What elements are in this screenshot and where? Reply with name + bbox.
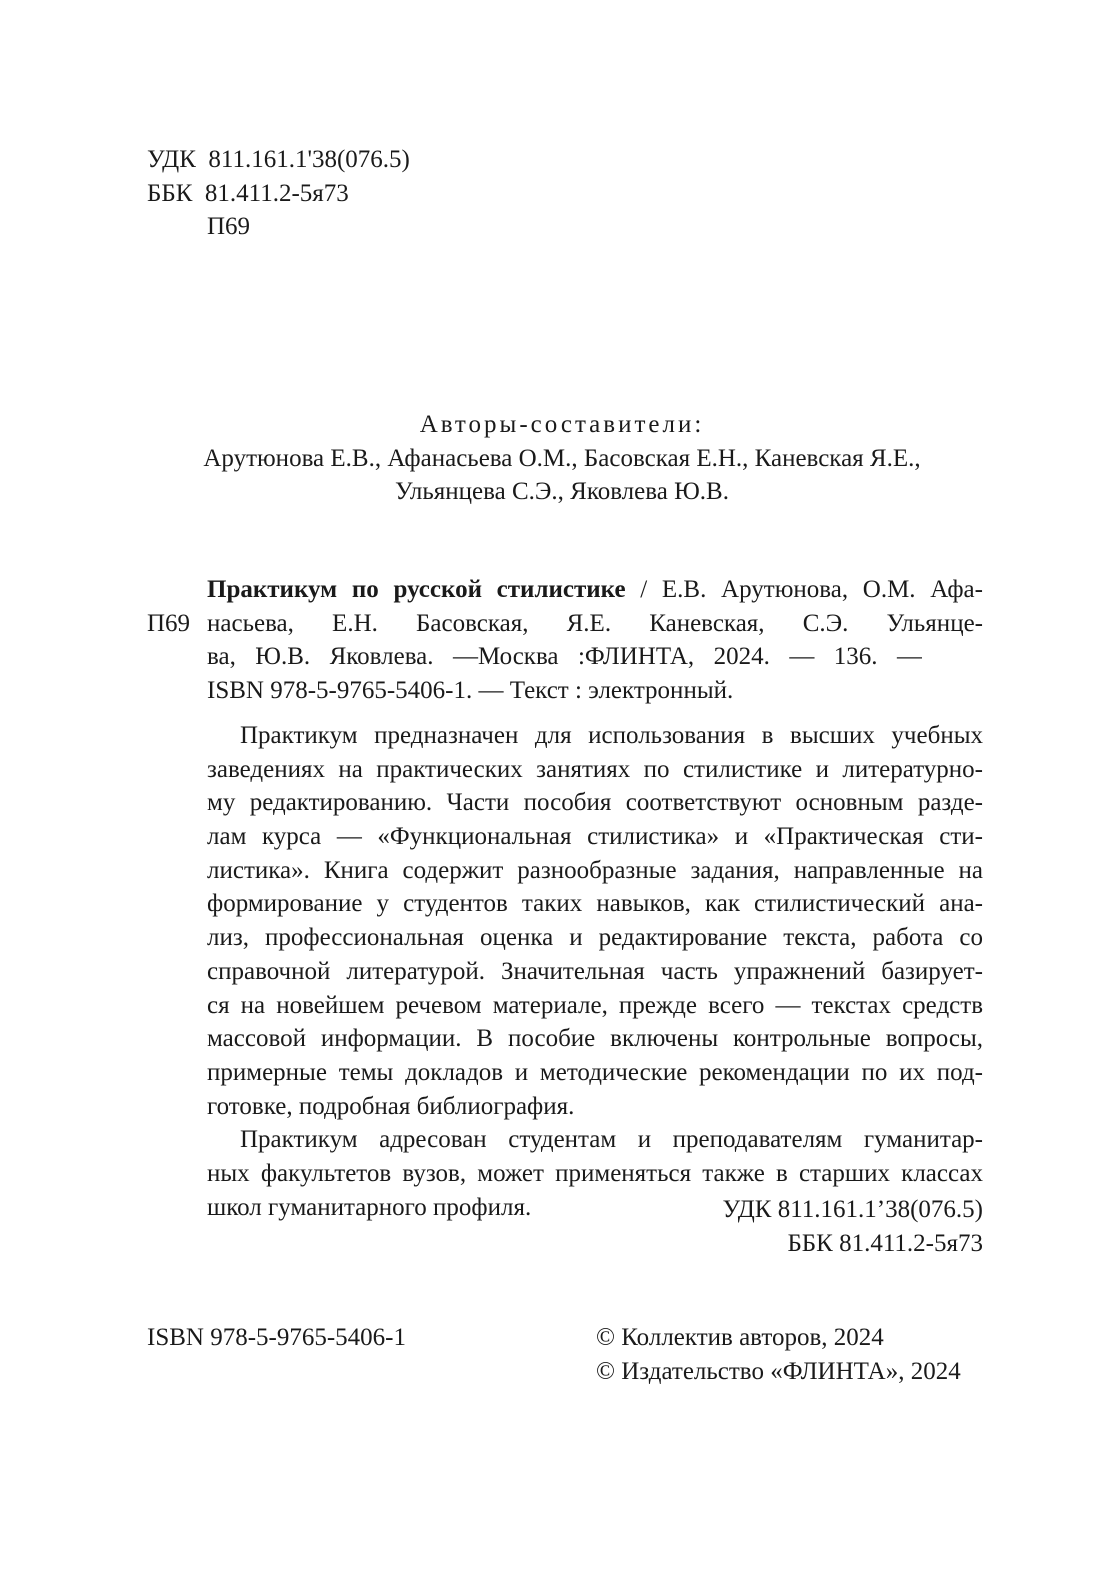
footer-bbk: ББК 81.411.2-5я73: [787, 1229, 983, 1257]
abstract-line: Практикум адресован студентам и преподавателям гуманитар-: [240, 1126, 983, 1154]
book-title: Практикум по русской стилистике: [207, 576, 626, 603]
udk-label: УДК: [147, 146, 196, 173]
bib-line: [207, 573, 983, 607]
isbn-text: ISBN 978-5-9765-5406-1: [147, 1324, 407, 1351]
author-mark: П69: [207, 213, 251, 241]
abstract-line: справочной литературой. Значительная часть упражнений базирует-: [207, 957, 983, 985]
footer-classification: [207, 1193, 983, 1260]
bbk-line: [147, 177, 410, 211]
bib-line: насьева, Е.Н. Басовская, Я.Е. Каневская, С.Э. Ульянце-: [207, 609, 983, 637]
udk-code: 811.161.1'38(076.5): [208, 146, 410, 173]
copyright-line: © Коллектив авторов, 2024: [596, 1324, 884, 1351]
authors-line: Арутюнова Е.В., Афанасьева О.М., Басовская Е.Н., Каневская Я.Е.,: [203, 444, 921, 472]
abstract-line: листика». Книга содержит разнообразные задания, направленные на: [207, 856, 983, 884]
abstract-line: Практикум предназначен для использования в высших учебных: [240, 722, 983, 749]
footer-udk: УДК 811.161.1’38(076.5): [722, 1196, 983, 1223]
abstract-line: формирование у студентов таких навыков, как стилистический ана-: [207, 890, 983, 918]
abstract-line: лиз, профессиональная оценка и редактирование текста, работа со: [207, 924, 983, 952]
bib-author-mark: П69: [147, 609, 191, 637]
bbk-label: ББК: [147, 179, 193, 207]
bbk-code: 81.411.2-5я73: [204, 179, 349, 207]
udk-line: [147, 143, 410, 177]
classification-block: [147, 143, 410, 244]
abstract-line: му редактированию. Части пособия соответствуют основным разде-: [207, 789, 983, 817]
abstract-line: школ гуманитарного профиля.: [207, 1193, 532, 1221]
copyright-line: © Издательство «ФЛИНТА», 2024: [596, 1357, 961, 1385]
abstract-line: примерные темы докладов и методические рекомендации по их под-: [207, 1058, 983, 1086]
abstract-line: готовке, подробная библиография.: [207, 1092, 575, 1120]
bib-mark: [147, 573, 190, 640]
authors-block: [147, 408, 977, 509]
authors-heading: Авторы-составители:: [419, 411, 705, 438]
copyright-block: [596, 1321, 961, 1388]
isbn: [147, 1321, 406, 1355]
bibliographic-record: [207, 573, 983, 708]
abstract: [207, 719, 983, 1224]
abstract-line: массовой информации. В пособие включены контрольные вопросы,: [207, 1025, 983, 1053]
abstract-line: ных факультетов вузов, может применяться также в старших классах: [207, 1159, 983, 1187]
authors-line: Ульянцева С.Э., Яковлева Ю.В.: [395, 478, 729, 506]
abstract-line: лам курса — «Функциональная стилистика» и «Практическая сти-: [207, 823, 983, 851]
bib-responsibility: / Е.В. Арутюнова, О.М. Афа-: [625, 576, 983, 603]
bib-line: ва, Ю.В. Яковлева. —Москва :ФЛИНТА, 2024. — 136. —: [207, 643, 922, 671]
abstract-line: заведениях на практических занятиях по стилистике и литературно-: [207, 755, 983, 783]
bib-line: ISBN 978-5-9765-5406-1. — Текст : электронный.: [207, 677, 734, 705]
abstract-line: ся на новейшем речевом материале, прежде всего — текстах средств: [207, 991, 983, 1019]
